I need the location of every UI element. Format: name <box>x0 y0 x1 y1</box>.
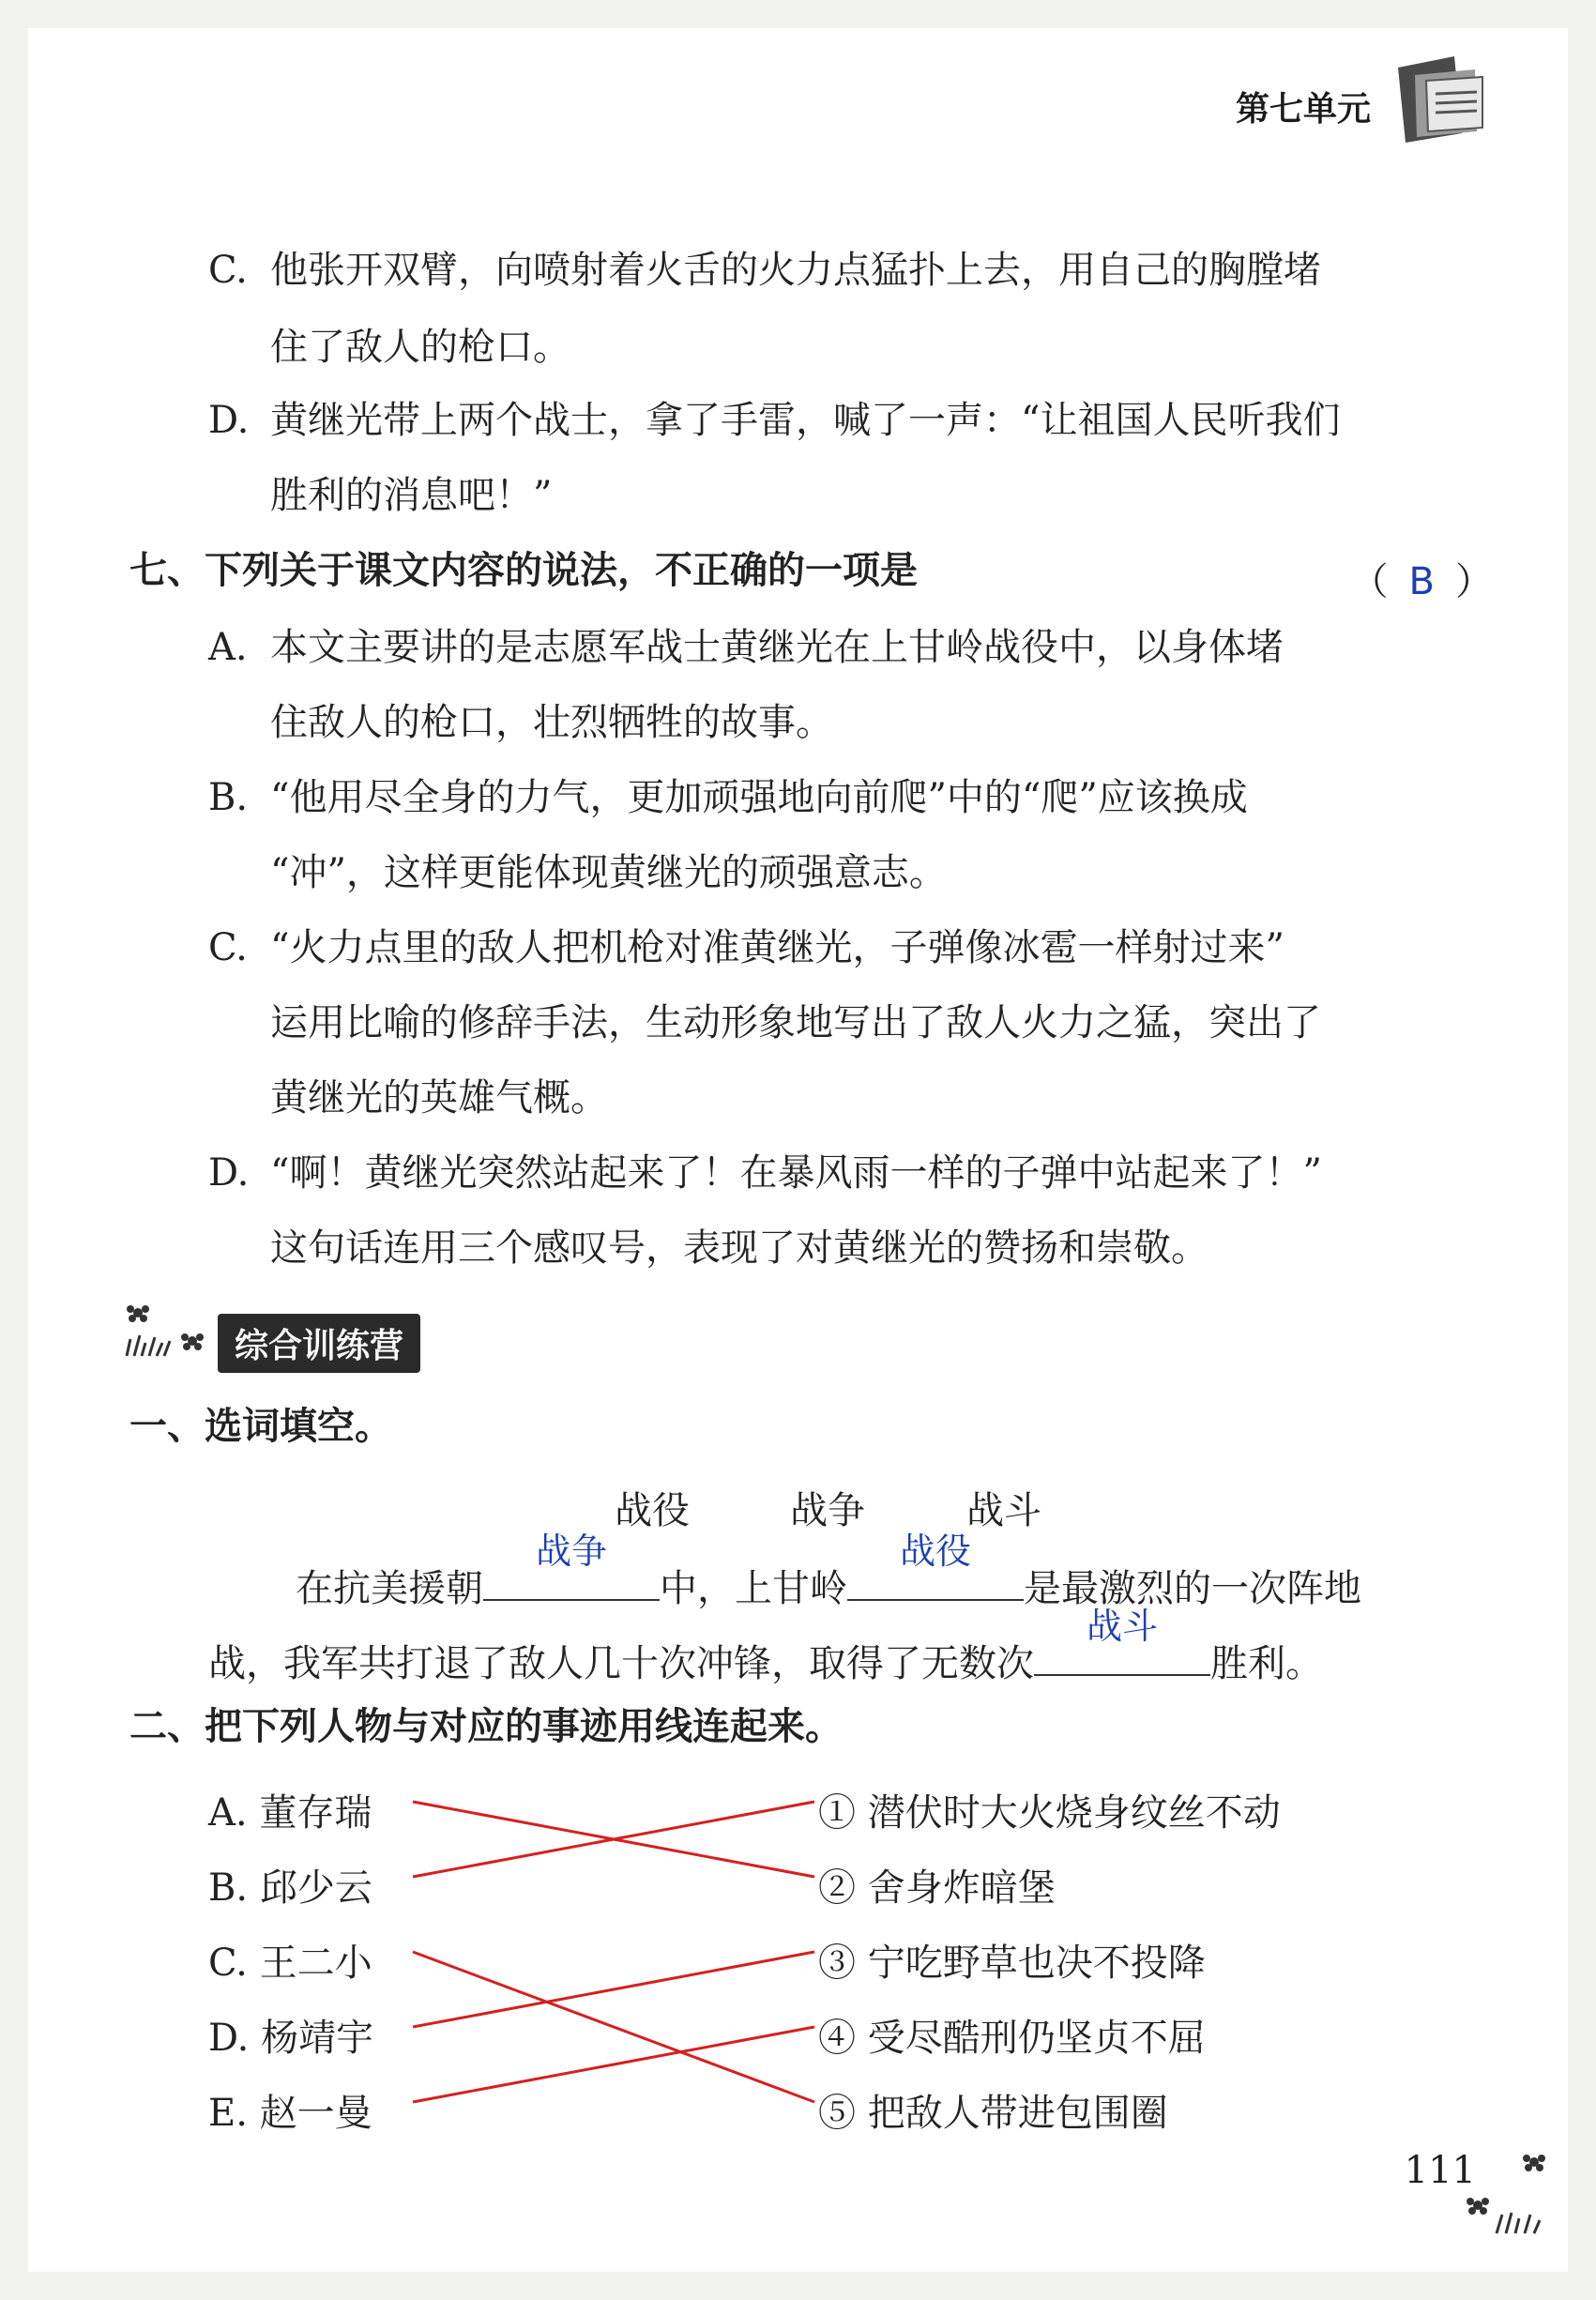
option-text: “他用尽全身的力气，更加顽强地向前爬”中的“爬”应该换成 <box>270 776 1248 819</box>
option-text: 住了敌人的枪口。 <box>270 326 570 369</box>
person-item[interactable]: A. 董存瑞 <box>208 1791 372 1835</box>
question-7-title: 七、下列关于课文内容的说法，不正确的一项是 <box>129 549 918 592</box>
fill-in-sentence-1 <box>296 1531 1361 1610</box>
matching-title: 二、把下列人物与对应的事迹用线连起来。 <box>129 1705 843 1748</box>
paren-open: （ <box>1350 560 1389 603</box>
option-text: 胜利的消息吧！” <box>270 474 553 517</box>
deed-item[interactable]: ⑤ 把敌人带进包围圈 <box>818 2092 1168 2135</box>
option-text: “啊！黄继光突然站起来了！在暴风雨一样的子弹中站起来了！” <box>270 1151 1322 1195</box>
section-banner: 综合训练营 <box>218 1314 420 1373</box>
option-text: 黄继光带上两个战士，拿了手雷，喊了一声：“让祖国人民听我们 <box>270 399 1341 442</box>
blank-3-answer: 战斗 <box>1086 1606 1158 1647</box>
paren-close: ） <box>1455 560 1493 603</box>
word-option: 战斗 <box>966 1489 1041 1532</box>
unit-title: 第七单元 <box>1235 90 1371 129</box>
option-letter: D. <box>208 399 250 442</box>
sentence-text: 胜利。 <box>1210 1642 1323 1685</box>
answer-bracket <box>1351 552 1493 605</box>
person-item[interactable]: D. 杨靖宇 <box>208 2017 374 2060</box>
option-letter: C. <box>208 926 248 969</box>
option-text: “火力点里的敌人把机枪对准黄继光，子弹像冰雹一样射过来” <box>270 926 1284 969</box>
option-text: 黄继光的英雄气概。 <box>270 1076 608 1120</box>
word-option: 战争 <box>790 1489 865 1532</box>
deed-item[interactable]: ③ 宁吃野草也决不投降 <box>818 1942 1206 1985</box>
deed-item[interactable]: ④ 受尽酷刑仍坚贞不屈 <box>818 2017 1206 2060</box>
fill-in-title: 一、选词填空。 <box>129 1405 392 1448</box>
page-number: 111 <box>1404 2149 1476 2192</box>
person-item[interactable]: E. 赵一曼 <box>208 2092 372 2135</box>
blank-1[interactable] <box>483 1531 660 1601</box>
deed-item[interactable]: ① 潜伏时大火烧身纹丝不动 <box>818 1791 1281 1835</box>
deed-item[interactable]: ② 舍身炸暗堡 <box>818 1866 1056 1910</box>
blank-3[interactable] <box>1034 1606 1210 1676</box>
sentence-text: 中，上甘岭 <box>660 1567 847 1610</box>
sentence-text: 是最激烈的一次阵地 <box>1024 1567 1361 1610</box>
option-text: 本文主要讲的是志愿军战士黄继光在上甘岭战役中，以身体堵 <box>270 626 1284 669</box>
option-text: 他张开双臂，向喷射着火舌的火力点猛扑上去，用自己的胸膛堵 <box>270 249 1321 292</box>
option-letter: A. <box>208 626 248 669</box>
option-text: 住敌人的枪口，壮烈牺牲的故事。 <box>270 701 833 744</box>
fill-in-sentence-2 <box>208 1606 1323 1685</box>
word-option: 战役 <box>615 1489 690 1532</box>
sentence-text: 在抗美援朝 <box>296 1567 483 1610</box>
flower-grass-icon <box>1459 2186 1553 2243</box>
person-item[interactable]: B. 邱少云 <box>208 1866 372 1910</box>
blank-2-answer: 战役 <box>899 1531 971 1572</box>
blank-2[interactable] <box>847 1531 1024 1601</box>
option-text: “冲”，这样更能体现黄继光的顽强意志。 <box>270 851 947 894</box>
blank-1-answer: 战争 <box>535 1531 607 1572</box>
option-letter: D. <box>208 1151 250 1195</box>
option-text: 运用比喻的修辞手法，生动形象地写出了敌人火力之猛，突出了 <box>270 1001 1321 1044</box>
option-text: 这句话连用三个感叹号，表现了对黄继光的赞扬和崇敬。 <box>270 1226 1208 1270</box>
option-letter: B. <box>208 776 249 819</box>
sentence-text: 战，我军共打退了敌人几十次冲锋，取得了无数次 <box>208 1642 1034 1685</box>
papers-icon <box>1389 49 1492 152</box>
flower-grass-icon <box>117 1300 216 1365</box>
person-item[interactable]: C. 王二小 <box>208 1942 372 1985</box>
answer-choice: B <box>1408 560 1435 603</box>
option-letter: C. <box>208 249 248 292</box>
